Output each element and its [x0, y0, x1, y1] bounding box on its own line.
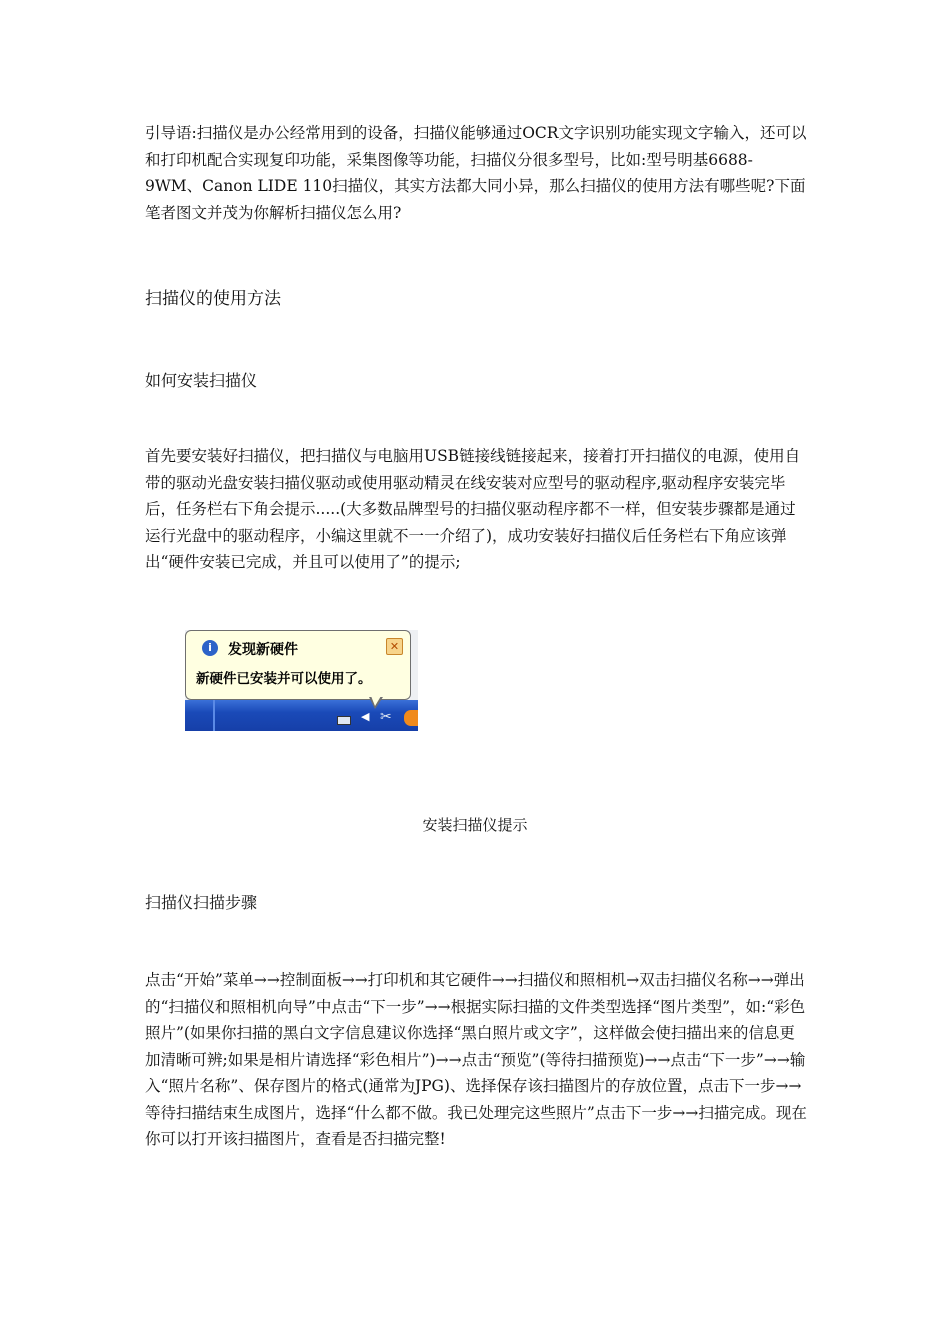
qq-tray-icon[interactable]	[404, 710, 418, 726]
keyboard-tray-icon[interactable]	[337, 716, 351, 725]
intro-paragraph: 引导语:扫描仪是办公经常用到的设备，扫描仪能够通过OCR文字识别功能实现文字输入，还可以和打印机配合实现复印功能，采集图像等功能，扫描仪分很多型号，比如:型号明基6688-9WM、Canon LIDE 110扫描仪，其实方法都大同小异，那么扫描仪的使用方法有哪些呢?下面笔者图文并茂为你解析扫描仪怎么用?	[145, 124, 807, 222]
notification-message: 新硬件已安装并可以使用了。	[196, 671, 372, 687]
hardware-tray-icon[interactable]: ✂	[380, 709, 392, 725]
steps-heading: 扫描仪扫描步骤	[145, 893, 258, 912]
install-paragraph: 首先要安装好扫描仪，把扫描仪与电脑用USB链接线链接起来，接着打开扫描仪的电源，使用自带的驱动光盘安装扫描仪驱动或使用驱动精灵在线安装对应型号的驱动程序,驱动程序安装完毕后，任务栏右下角会提示.....(大多数品牌型号的扫描仪驱动程序都不一样，但安装步骤都是通过运行光盘中的驱动程序，小编这里就不一一介绍了)，成功安装好扫描仪后任务栏右下角应该弹出“硬件安装已完成，并且可以使用了”的提示;	[145, 447, 801, 571]
install-heading: 如何安装扫描仪	[145, 371, 258, 390]
taskbar-separator	[213, 700, 215, 731]
image-caption: 安装扫描仪提示	[422, 816, 528, 834]
tray-expand-arrow-icon[interactable]: ◀	[361, 710, 370, 723]
info-icon: i	[202, 640, 218, 656]
steps-paragraph: 点击“开始”菜单→→控制面板→→打印机和其它硬件→→扫描仪和照相机→双击扫描仪名称→→弹出的“扫描仪和照相机向导”中点击“下一步”→→根据实际扫描的文件类型选择“图片类型”，如:“彩色照片”(如果你扫描的黑白文字信息建议你选择“黑白照片或文字”，这样做会使扫描出来的信息更加清晰可辨;如果是相片请选择“彩色相片”)→→点击“预览”(等待扫描预览)→→点击“下一步”→→输入“照片名称”、保存图片的格式(通常为JPG)、选择保存该扫描图片的存放位置，点击下一步→→等待扫描结束生成图片，选择“什么都不做。我已处理完这些照片”点击下一步→→扫描完成。现在你可以打开该扫描图片，查看是否扫描完整!	[145, 971, 807, 1148]
main-heading: 扫描仪的使用方法	[145, 289, 281, 309]
notification-title: 发现新硬件	[228, 642, 298, 658]
close-icon[interactable]: ✕	[386, 638, 403, 655]
notification-balloon	[185, 630, 411, 700]
new-hardware-notification-screenshot	[185, 630, 418, 731]
